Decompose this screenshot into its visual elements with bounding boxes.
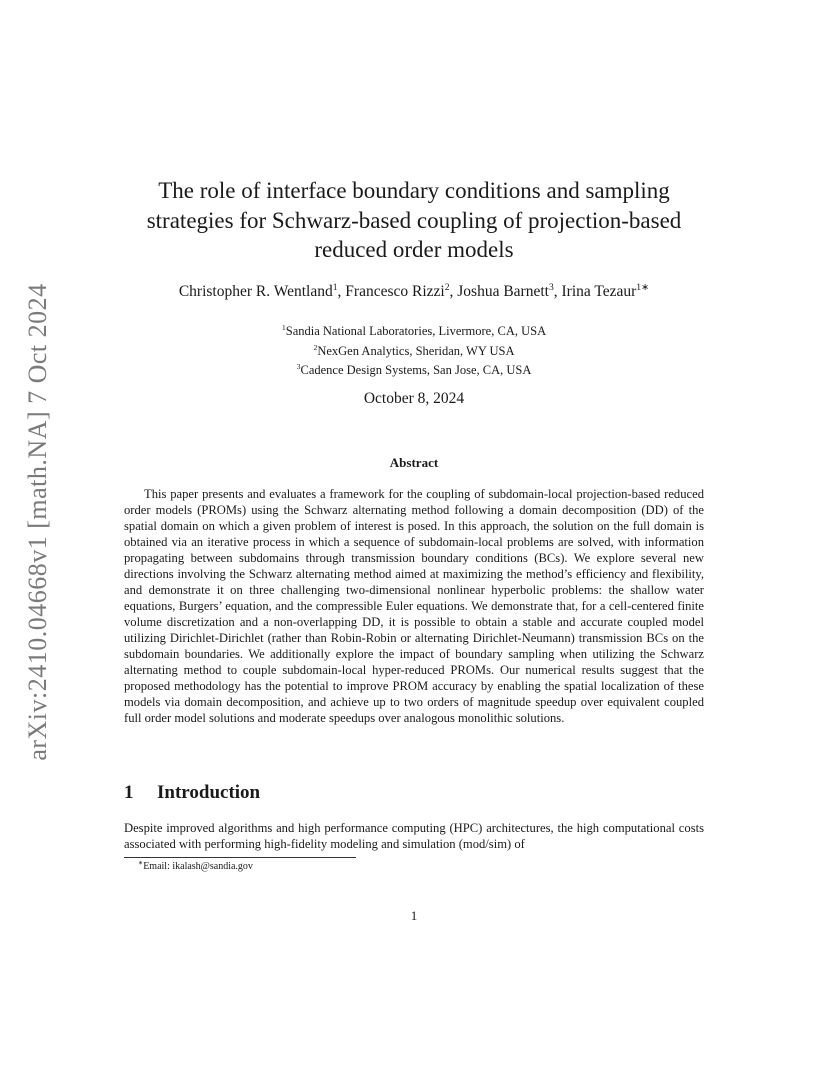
- abstract-heading: Abstract: [389, 455, 439, 470]
- footnote-text: Email: ikalash@sandia.gov: [143, 861, 253, 872]
- author: Francesco Rizzi$^2$,: [345, 281, 458, 300]
- affiliation-list: [110, 322, 718, 381]
- affiliation: $^2$NexGen Analytics, Sheridan, WY USA: [313, 342, 515, 358]
- author-list: [110, 283, 718, 301]
- section-title: Introduction: [157, 782, 261, 803]
- footnote: ∗Email: ikalash@sandia.gov: [138, 859, 253, 872]
- section-body: Despite improved algorithms and high performance computing (HPC) architectures, the high computational costs associated with performing high-fidelity modeling and simulation (mod/sim) of: [124, 821, 704, 851]
- publication-date: October 8, 2024: [363, 390, 465, 407]
- author: Irina Tezaur$^{1∗}$: [561, 281, 650, 300]
- arxiv-identifier: arXiv:2410.04668v1 [math.NA] 7 Oct 2024: [23, 283, 52, 761]
- footnote-divider: [124, 857, 356, 858]
- affiliation: $^3$Cadence Design Systems, San Jose, CA, USA: [296, 361, 532, 377]
- abstract-body: This paper presents and evaluates a framework for the coupling of subdomain-local projection-based reduced order models (PROMs) using the Schwarz alternating method following a domain decomposition (DD) of the spatial domain on which a given problem of interest is posed. In this approach, the solution on the full domain is obtained via an iterative process in which a sequence of subdomain-local problems are solved, with information propagating between subdomains through transmission boundary conditions (BCs). We explore several new directions involving the Schwarz alternating method aimed at maximizing the method’s efficiency and flexibility, and demonstrate it on three challenging two-dimensional nonlinear hyperbolic problems: the shallow water equations, Burgers’ equation, and the compressible Euler equations. We demonstrate that, for a cell-centered finite volume discretization and a non-overlapping DD, it is possible to obtain a stable and accurate coupled model utilizing Dirichlet-Dirichlet (rather than Robin-Robin or alternating Dirichlet-Neumann) transmission BCs on the subdomain boundaries. We additionally explore the impact of boundary sampling when utilizing the Schwarz alternating method to couple subdomain-local hyper-reduced PROMs. Our numerical results suggest that the proposed methodology has the potential to improve PROM accuracy by enabling the spatial localization of these models via domain decomposition, and achieve up to two orders of magnitude speedup over equivalent coupled full order model solutions and moderate speedups over analogous monolithic solutions.: [124, 487, 704, 725]
- page-number: 1: [410, 908, 418, 923]
- section-number: 1: [124, 782, 134, 803]
- paper-title: The role of interface boundary conditions and sampling strategies for Schwarz-based coupling of projection-based reduced order models: [146, 178, 682, 262]
- author: Joshua Barnett$^3$,: [457, 281, 562, 300]
- affiliation: $^1$Sandia National Laboratories, Livermore, CA, USA: [281, 322, 547, 338]
- author: Christopher R. Wentland$^1$,: [178, 281, 346, 300]
- section-heading: [124, 782, 260, 804]
